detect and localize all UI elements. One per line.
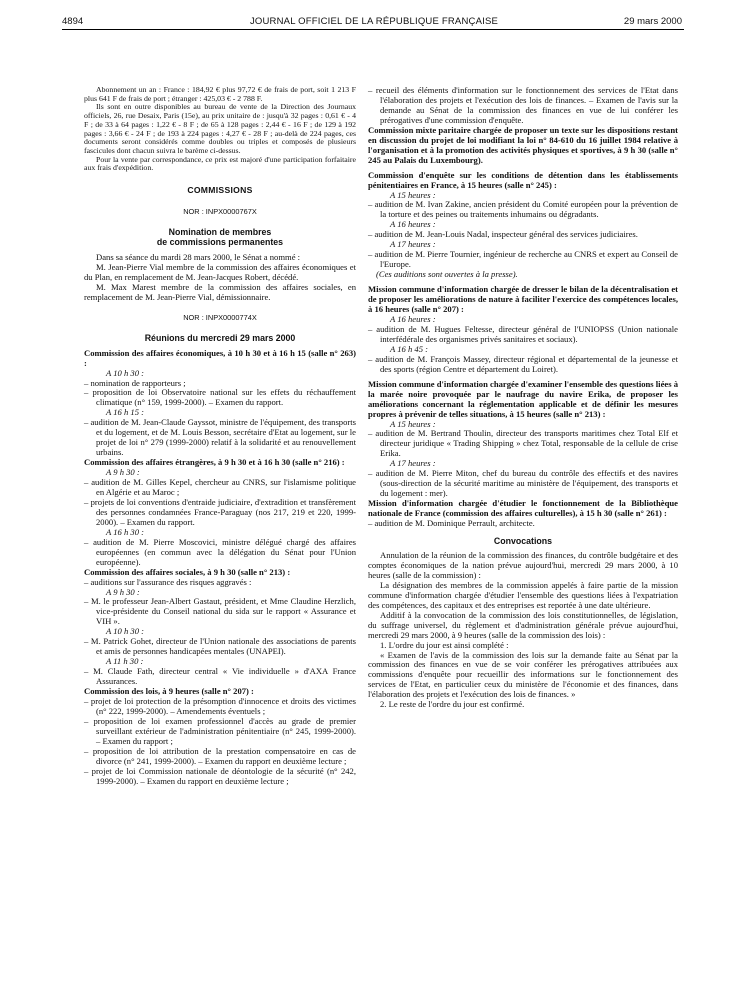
page-header: [0, 0, 748, 30]
soc-commission-heading: Commission des affaires sociales, à 9 h 30 (salle n° 213) :: [84, 566, 291, 577]
issue-date: 29 mars 2000: [623, 16, 682, 27]
erika-heading: Mission commune d'information chargée d'examiner l'ensemble des questions liées à la marée noire provoquée par le naufrage du navire Erika, de proposer les améliorations concernant la réglementation applicable et de définir les mesures propres à prévenir de telles situations, à 15 heures (salle n° 213) :: [368, 378, 678, 419]
agenda-item: – audition de M. Jean-Louis Nadal, inspecteur général des services judiciaires.: [368, 229, 638, 240]
etr-commission-heading: Commission des affaires étrangères, à 9 h 30 et à 16 h 30 (salle n° 216) :: [84, 457, 345, 468]
seance-text: Dans sa séance du mardi 28 mars 2000, le Sénat a nommé :: [96, 251, 301, 262]
annulation-text: Annulation de la réunion de la commission des finances, du contrôle budgétaire et des comptes économiques de la nation prévue aujourd'hui, mercredi 29 mars 2000, à 10 heures (salle de la commission) :: [368, 549, 678, 580]
hour-label: A 15 heures :: [390, 189, 436, 200]
agenda-item: – audition de M. Dominique Perrault, architecte.: [368, 518, 535, 529]
hour-label: A 10 h 30 :: [106, 626, 145, 637]
hour-label: A 16 h 15 :: [106, 407, 145, 418]
page-number: 4894: [62, 16, 84, 27]
agenda-item: – M. Claude Fath, directeur central « Vie individuelle » d'AXA France Assurances.: [84, 666, 356, 687]
press-note: (Ces auditions sont ouvertes à la presse).: [376, 269, 518, 280]
lois-commission-heading: Commission des lois, à 9 heures (salle n° 207) :: [84, 686, 254, 697]
nomination-title-line2: de commissions permanentes: [156, 236, 284, 247]
nomination-title-line1: Nomination de membres: [168, 226, 272, 237]
agenda-item: – audition de M. Pierre Moscovici, ministre délégué chargé des affaires européennes (en commun avec la délégation du Sénat pour l'Union européenne).: [84, 536, 356, 567]
detention-heading: Commission d'enquête sur les conditions de détention dans les établissements pénitentiaires en France, à 15 heures (salle n° 245) :: [368, 169, 678, 190]
agenda-item: – projets de loi conventions d'entraide judiciaire, d'extradition et transfèrement des personnes condamnées France-Paraguay (nos 217, 219 et 220, 1999-2000). – Examen du rapport.: [84, 496, 356, 527]
agenda-point-1: 1. L'ordre du jour est ainsi complété :: [380, 639, 509, 650]
agenda-item: – audition de M. François Massey, directeur régional et départemental de la jeunesse et des sports (région Centre et département du Loiret).: [368, 353, 678, 374]
bnf-heading: Mission d'information chargée d'étudier le fonctionnement de la Bibliothèque nationale de France (commission des affaires culturelles), à 15 h 30 (salle n° 261) :: [368, 498, 678, 519]
hour-label: A 15 heures :: [390, 418, 436, 429]
convocations-title: Convocations: [493, 535, 553, 546]
agenda-point-2: 2. Le reste de l'ordre du jour est confirmé.: [380, 699, 525, 710]
agenda-item: – M. le professeur Jean-Albert Gastaut, président, et Mme Claudine Herzlich, vice-présidente du Conseil national du sida sur le rapport « Assurance et VIH ».: [84, 596, 356, 627]
agenda-item: – audition de M. Pierre Miton, chef du bureau du contrôle des effectifs et des navires (sous-direction de la sécurité maritime au ministère de l'équipement, des transports et du logement : mer).: [368, 468, 678, 499]
agenda-item: – projet de loi protection de la présomption d'innocence et droits des victimes (n° 222, 1999-2000). – Amendements éventuels ;: [84, 696, 356, 716]
left-column: [84, 86, 356, 787]
marest-nomination: M. Max Marest membre de la commission des affaires sociales, en remplacement de M. Jean-Pierre Vial, démissionnaire.: [84, 281, 356, 302]
agenda-item: – nomination de rapporteurs ;: [84, 377, 186, 388]
agenda-item: – M. Patrick Gohet, directeur de l'Union nationale des associations de parents et amis de personnes handicapées mentales (UNAPEI).: [84, 636, 356, 657]
journal-title: JOURNAL OFFICIEL DE LA RÉPUBLIQUE FRANÇAISE: [249, 16, 499, 27]
agenda-item: – proposition de loi Observatoire national sur les effets du réchauffement climatique (n° 159, 1999-2000). – Examen du rapport.: [84, 387, 356, 408]
agenda-item: – auditions sur l'assurance des risques aggravés :: [84, 576, 252, 587]
agenda-item: – audition de M. Jean-Claude Gayssot, ministre de l'équipement, des transports et du logement, et de M. Louis Besson, secrétaire d'Etat au logement, sur le projet de loi n° 279 (1999-2000) relatif à la solidarité et au renouvellement urbains.: [84, 417, 356, 458]
hour-label: A 10 h 30 :: [106, 367, 145, 378]
agenda-item: – proposition de loi examen professionnel d'accès au grade de premier surveillant extérieur de l'administration pénitentiaire (n° 245, 1999-2000). – Examen du rapport ;: [84, 715, 356, 746]
eco-commission-heading: Commission des affaires économiques, à 10 h 30 et à 16 h 15 (salle n° 263) :: [84, 347, 356, 368]
agenda-item: – recueil des éléments d'information sur le fonctionnement des services de l'Etat dans l'élaboration des projets et l'exécution des lois de finances. – Examen de l'avis sur la demande au Sénat de la commission des finances en vue de lui conférer les prérogatives d'une commission d'enquête.: [368, 85, 678, 125]
hour-label: A 9 h 30 :: [106, 467, 140, 478]
hour-label: A 17 heures :: [390, 239, 436, 250]
hour-label: A 11 h 30 :: [106, 656, 144, 667]
additif-text: Additif à la convocation de la commission des lois constitutionnelles, de législation, du suffrage universel, du règlement et d'administration générale prévue aujourd'hui, mercredi 29 mars 2000, à 9 heures (salle de la commission des lois) :: [368, 609, 678, 640]
vial-nomination: M. Jean-Pierre Vial membre de la commission des affaires économiques et du Plan, en remplacement de M. Jean-Jacques Robert, décédé.: [84, 261, 356, 282]
agenda-item: – audition de M. Ivan Zakine, ancien président du Comité européen pour la prévention de la torture et des peines ou traitements inhumains ou dégradants.: [368, 199, 678, 220]
hour-label: A 16 h 45 :: [390, 343, 429, 354]
subscription-text: Abonnement un an : France : 184,92 € plus 97,72 € de frais de port, soit 1 213 F plus 641 F de frais de port ; étranger : 425,03 € - 2 788 F.: [84, 85, 356, 103]
nor-reference: NOR : INPX0000774X: [183, 312, 257, 322]
cmp-heading: Commission mixte paritaire chargée de proposer un texte sur les dispositions restant en discussion du projet de loi modifiant la loi n° 84-610 du 16 juillet 1984 relative à l'organisation et à la promotion des activités physiques et sportives, à 9 h 30 (salle n° 245 au Palais du Luxembourg).: [368, 124, 678, 165]
agenda-item: – audition de M. Hugues Feltesse, directeur général de l'UNIOPSS (Union nationale interfédérale des organismes privés sanitaires et sociaux).: [368, 323, 678, 344]
agenda-item: – projet de loi Commission nationale de déontologie de la sécurité (n° 242, 1999-2000). – Examen du rapport en deuxième lecture ;: [84, 765, 356, 786]
agenda-item: – audition de M. Pierre Tournier, ingénieur de recherche au CNRS et expert au Conseil de l'Europe.: [368, 249, 678, 270]
nomination-title: [84, 227, 356, 247]
agenda-item: – audition de M. Bertrand Thoulin, directeur des transports maritimes chez Total Elf et directeur juridique « Trading Shipping » chez Total, responsable de la cellule de crise Erika.: [368, 428, 678, 459]
header-rule: [62, 29, 684, 30]
quoted-agenda: « Examen de l'avis de la commission des lois sur la demande faite au Sénat par la commission des finances en vue de se voir conférer les prérogatives attribuées aux commissions d'enquête pour recueillir des informations sur le fonctionnement des services de l'Etat, en particulier ceux du ministère de l'économie et des finances, dans l'élaboration des projets et l'exécution des lois de finances. »: [368, 649, 678, 700]
reunions-title: Réunions du mercredi 29 mars 2000: [144, 332, 296, 343]
agenda-item: – audition de M. Gilles Kepel, chercheur au CNRS, sur l'islamisme politique en Algérie et au Maroc ;: [84, 477, 356, 497]
hour-label: A 16 heures :: [390, 313, 436, 324]
designation-text: La désignation des membres de la commission appelés à faire partie de la mission commune d'information chargée d'étudier l'ensemble des questions liées à l'expatriation des compétences, des capitaux et des entreprises est reportée à une date ultérieure.: [368, 579, 678, 610]
hour-label: A 16 heures :: [390, 219, 436, 230]
hour-label: A 16 h 30 :: [106, 526, 145, 537]
right-column: [368, 86, 678, 710]
mail-order-text: Pour la vente par correspondance, ce prix est majoré d'une participation forfaitaire aux frais d'expédition.: [84, 154, 356, 173]
nor-reference: NOR : INPX0000767X: [183, 206, 257, 216]
agenda-item: – proposition de loi attribution de la prestation compensatoire en cas de divorce (n° 241, 1999-2000). – Examen du rapport en deuxième lecture ;: [84, 745, 356, 766]
hour-label: A 9 h 30 :: [106, 586, 140, 597]
hour-label: A 17 heures :: [390, 458, 436, 469]
section-title-commissions: COMMISSIONS: [187, 185, 253, 196]
decentralisation-heading: Mission commune d'information chargée de dresser le bilan de la décentralisation et de proposer les améliorations de nature à faciliter l'exercice des compétences locales, à 16 heures (salle n° 207) :: [368, 284, 678, 315]
sale-prices-text: Ils sont en outre disponibles au bureau de vente de la Direction des Journaux officiels, 26, rue Desaix, Paris (15e), au prix unitaire de : jusqu'à 32 pages : 0,61 € - 4 F ; de 33 à 64 pages : 1,22 € - 8 F ; de 65 à 128 pages : 2,44 € - 16 F ; de 129 à 192 pages : 3,66 € - 24 F ; de 193 à 224 pages : 4,27 € - 28 F ; au-delà de 224 pages, ces documents seront considérés comme doubles ou triples et composés de plusieurs fascicules dont chacun suivra le barème ci-dessus.: [84, 102, 356, 155]
